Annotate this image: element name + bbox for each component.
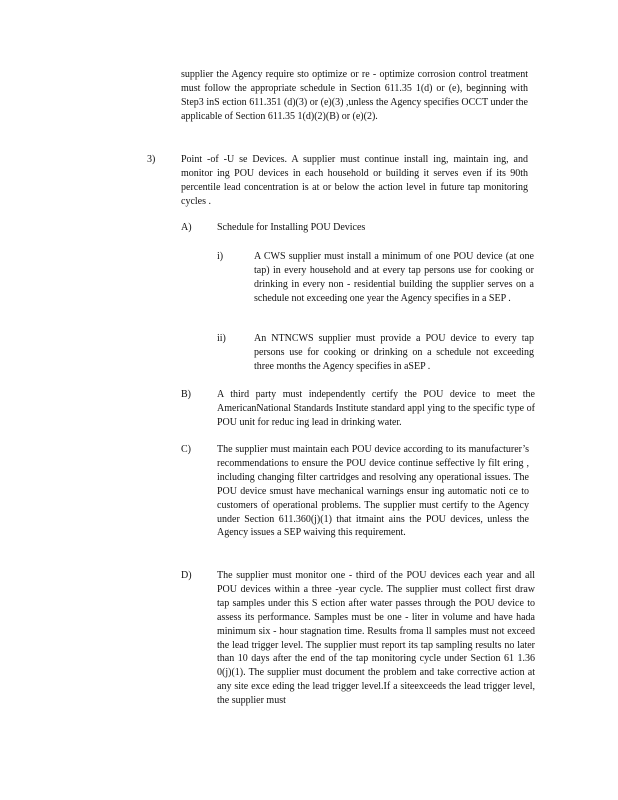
item-label-3: 3) xyxy=(147,154,156,165)
paragraph-B-third-party-certification: A third party must independently certify the POU device to meet the AmericanNational Standards Institute standard appl ying to the specific type of POU unit for reduc ing lead in drinking water. xyxy=(217,389,535,428)
paragraph-D-monitor-pou-devices: The supplier must monitor one - third of the POU devices each year and all POU devices within a three -year cycle. The supplier must collect first draw tap samples under this S ection after water passes through the POU device to assess its performance. Samples must be one - liter in volume and have hada minimum six - hour stagnation time. Results froma ll samples must not exceed the lead trigger level. The supplier must report its tap sampling results no later than 10 days after the end of the tap monitoring cycle under Section 61 1.36 0(j)(1). The supplier must document the problem and take corrective action at any site exce eding the lead trigger level.If a siteexceeds the lead trigger level, the supplier must xyxy=(217,570,535,707)
heading-schedule-installing-pou: Schedule for Installing POU Devices xyxy=(217,222,366,233)
paragraph-C-maintain-pou-device: The supplier must maintain each POU device according to its manufacturer’s recommendations to ensure the POU device continue seffective ly filt ering , including changing filter cartridges and resolving any operational issues. The POU device smust have mechanical warnings ensur ing automatic noti ce to customers of operational problems. The supplier must certify to the Agency under Section 611.360(j)(1) that itmaint ains the POU devices, unless the Agency issues a SEP waiving this requirement. xyxy=(217,444,529,539)
paragraph-continuation: supplier the Agency require sto optimize or re - optimize corrosion control treatment must follow the appropriate schedule in Section 611.35 1(d) or (e), beginning with Step3 inS ection 611.351 (d)(3) or (e)(3) ,unless the Agency specifies OCCT under the applicable of Section 611.35 1(d)(2)(B) or (e)(2). xyxy=(181,69,528,122)
paragraph-ii-ntncws-supplier: An NTNCWS supplier must provide a POU device to every tap persons use for cooking or drinking on a schedule not exceeding three months the Agency specifies in aSEP . xyxy=(254,333,534,372)
item-label-B: B) xyxy=(181,389,191,400)
item-label-A: A) xyxy=(181,222,192,233)
item-label-ii: ii) xyxy=(217,333,226,344)
item-label-D: D) xyxy=(181,570,192,581)
item-label-i: i) xyxy=(217,251,224,262)
paragraph-i-cws-supplier: A CWS supplier must install a minimum of one POU device (at one tap) in every household and at every tap persons use for cooking or drinking in every non - residential building the supplier serves on a schedule not exceeding one year the Agency specifies in a SEP . xyxy=(254,251,534,304)
item-label-C: C) xyxy=(181,444,191,455)
paragraph-3-point-of-use-devices: Point -of -U se Devices. A supplier must continue install ing, maintain ing, and monitor ing POU devices in each household or building it serves even if its 90th percentile lead concentration is at or below the action level in future tap monitoring cycles . xyxy=(181,154,528,207)
